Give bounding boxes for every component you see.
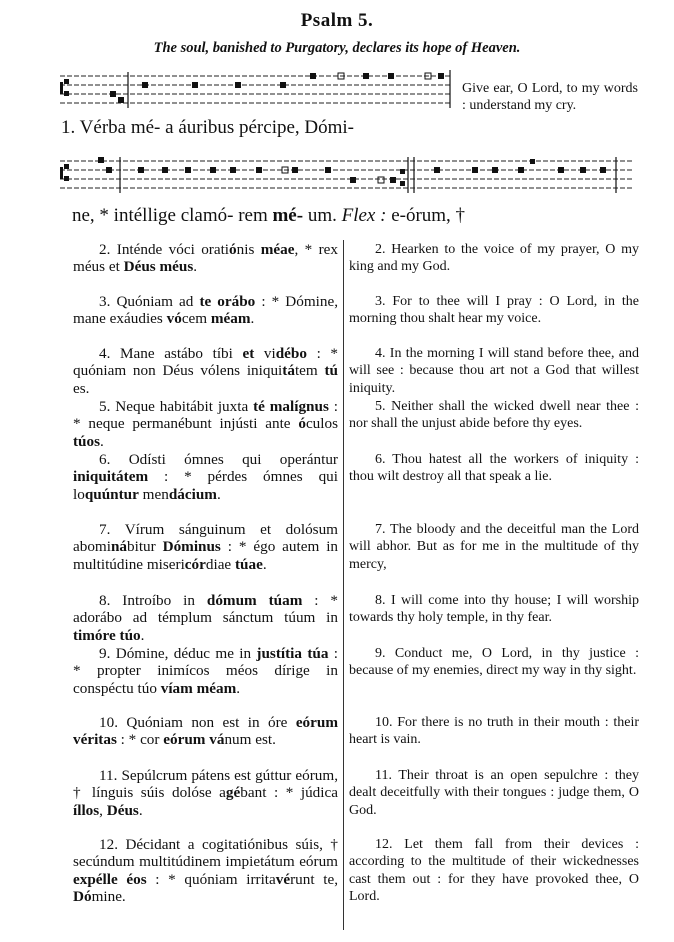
latin-verse-4: 4. Mane astábo tíbi et vidébo : * quóniam non Déus vólens iniquitátem tú es. — [73, 345, 338, 397]
english-verse-7: 7. The bloody and the deceitful man the Lord will abhor. But as for me in the multitude of thy mercy, — [349, 522, 639, 572]
latin-verse-2: 2. Inténde vóci oratiónis méae, * rex méus et Déus méus. — [73, 241, 338, 276]
latin-verse-7: 7. Vírum sánguinum et dolósum abominábitur Dóminus : * égo autem in multitúdine misericórdiae túae. — [73, 521, 339, 573]
latin-verse-3: 3. Quóniam ad te orábo : * Dómine, mane exáudies vócem méam. — [73, 293, 338, 328]
page-subtitle: The soul, banished to Purgatory, declares its hope of Heaven. — [153, 40, 521, 56]
chant-text-line-2: ne, * intéllige clamó- rem mé- um. Flex : e-órum, † — [72, 205, 466, 226]
english-verse-9: 9. Conduct me, O Lord, in thy justice : because of my enemies, direct my way in thy sight. — [349, 646, 639, 679]
page-title: Psalm 5. — [300, 10, 374, 31]
chant-staff-1 — [60, 70, 456, 110]
english-verse-2: 2. Hearken to the voice of my prayer, O my king and my God. — [349, 242, 639, 275]
latin-verse-9: 9. Dómine, déduc me in justítia túa : * propter inimícos méos dírige in conspéctu túo víam méam. — [73, 645, 338, 697]
english-verse-4: 4. In the morning I will stand before thee, and will see : because thou art not a God that willest iniquity. — [349, 346, 639, 396]
chant-staff-2 — [60, 155, 635, 195]
english-verse-6: 6. Thou hatest all the workers of iniquity : thou wilt destroy all that speak a lie. — [349, 452, 639, 485]
latin-verse-8: 8. Introíbo in dómum túam : * adorábo ad témplum sánctum túum in timóre túo. — [73, 592, 338, 644]
staff-translation: Give ear, O Lord, to my words : understand my cry. — [462, 81, 638, 113]
english-verse-11: 11. Their throat is an open sepulchre : they dealt deceitfully with their tongues : judge them, O God. — [349, 768, 639, 818]
latin-verse-6: 6. Odísti ómnes qui operántur iniquitátem : * pérdes ómnes qui loquúntur mendácium. — [73, 451, 338, 503]
english-verse-8: 8. I will come into thy house; I will worship towards thy holy temple, in thy fear. — [349, 593, 639, 626]
latin-verse-10: 10. Quóniam non est in óre eórum véritas : * cor eórum vánum est. — [73, 714, 338, 749]
latin-verse-12: 12. Décidant a cogitatiónibus súis, † secúndum multitúdinem impietátum eórum expélle éos : * quóniam irritavérunt te, Dómine. — [73, 836, 338, 905]
english-verse-10: 10. For there is no truth in their mouth : their heart is vain. — [349, 715, 639, 748]
column-divider — [343, 240, 344, 930]
chant-text-line-1: 1. Vérba mé- a áuribus pércipe, Dómi- — [61, 117, 355, 138]
english-verse-5: 5. Neither shall the wicked dwell near thee : nor shall the unjust abide before thy eyes. — [349, 399, 639, 432]
english-verse-12: 12. Let them fall from their devices : according to the multitude of their wickednesses cast them out : for they have provoked thee, O Lord. — [349, 837, 639, 904]
latin-verse-5: 5. Neque habitábit juxta té malígnus : * neque permanébunt injústi ante óculos túos. — [73, 398, 338, 450]
latin-verse-11: 11. Sepúlcrum pátens est gúttur eórum, † línguis súis dolóse agébant : * júdica íllos, Déus. — [73, 767, 338, 819]
english-verse-3: 3. For to thee will I pray : O Lord, in the morning thou shalt hear my voice. — [349, 294, 639, 327]
